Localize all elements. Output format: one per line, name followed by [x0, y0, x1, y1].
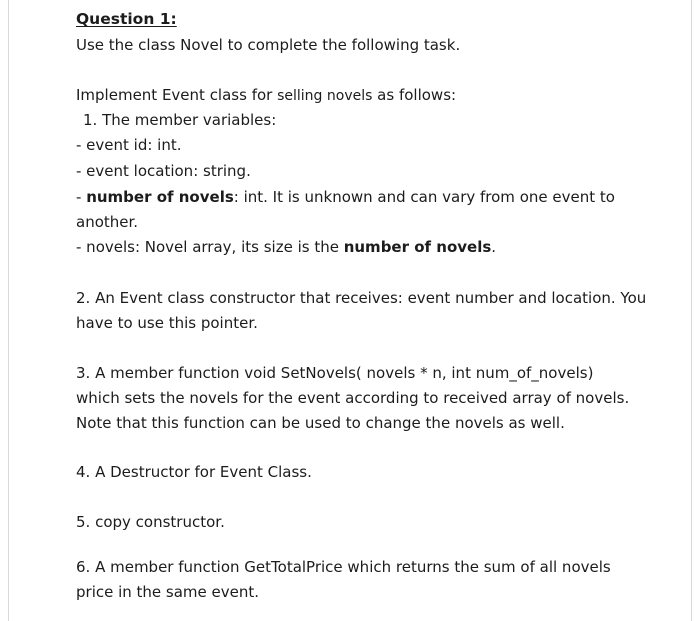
question-intro: Use the class Novel to complete the following task.: [76, 36, 461, 54]
num-novels-text-b: number of novels: [86, 188, 234, 206]
num-novels-text-c: : int. It is unknown and can vary from one event to: [233, 188, 615, 206]
item-3-line-2: which sets the novels for the event according to received array of novels.: [76, 389, 630, 407]
item-2-line-1: 2. An Event class constructor that receives: event number and location. You: [76, 289, 647, 307]
member-event-location: - event location: string.: [76, 162, 251, 180]
implement-line: [76, 85, 456, 106]
members-heading: 1. The member variables:: [83, 111, 277, 129]
item-6-line-1: 6. A member function GetTotalPrice which returns the sum of all novels: [76, 558, 611, 576]
item-3-line-1: 3. A member function void SetNovels( novels * n, int num_of_novels): [76, 364, 594, 382]
item-6-line-2: price in the same event.: [76, 583, 260, 601]
page-border-left: [8, 0, 9, 621]
item-2-line-2: have to use this pointer.: [76, 314, 258, 332]
member-event-id: - event id: int.: [76, 136, 182, 154]
implement-text-b: selling novels: [277, 88, 373, 104]
member-number-of-novels-cont: another.: [76, 213, 139, 231]
question-title: Question 1:: [76, 10, 177, 28]
member-novels-array: [76, 237, 496, 257]
page-border-right: [691, 0, 692, 621]
implement-text-a: Implement Event class for: [76, 86, 278, 104]
novels-array-text-a: - novels: Novel array, its size is the: [76, 238, 344, 256]
implement-text-c: as follows:: [372, 86, 457, 104]
member-number-of-novels: [76, 187, 615, 207]
item-5: 5. copy constructor.: [76, 513, 225, 531]
num-novels-text-a: -: [76, 188, 87, 206]
item-3-line-3: Note that this function can be used to change the novels as well.: [76, 414, 565, 432]
novels-array-text-c: .: [491, 238, 497, 256]
novels-array-text-b: number of novels: [343, 238, 492, 256]
item-4: 4. A Destructor for Event Class.: [76, 463, 312, 481]
